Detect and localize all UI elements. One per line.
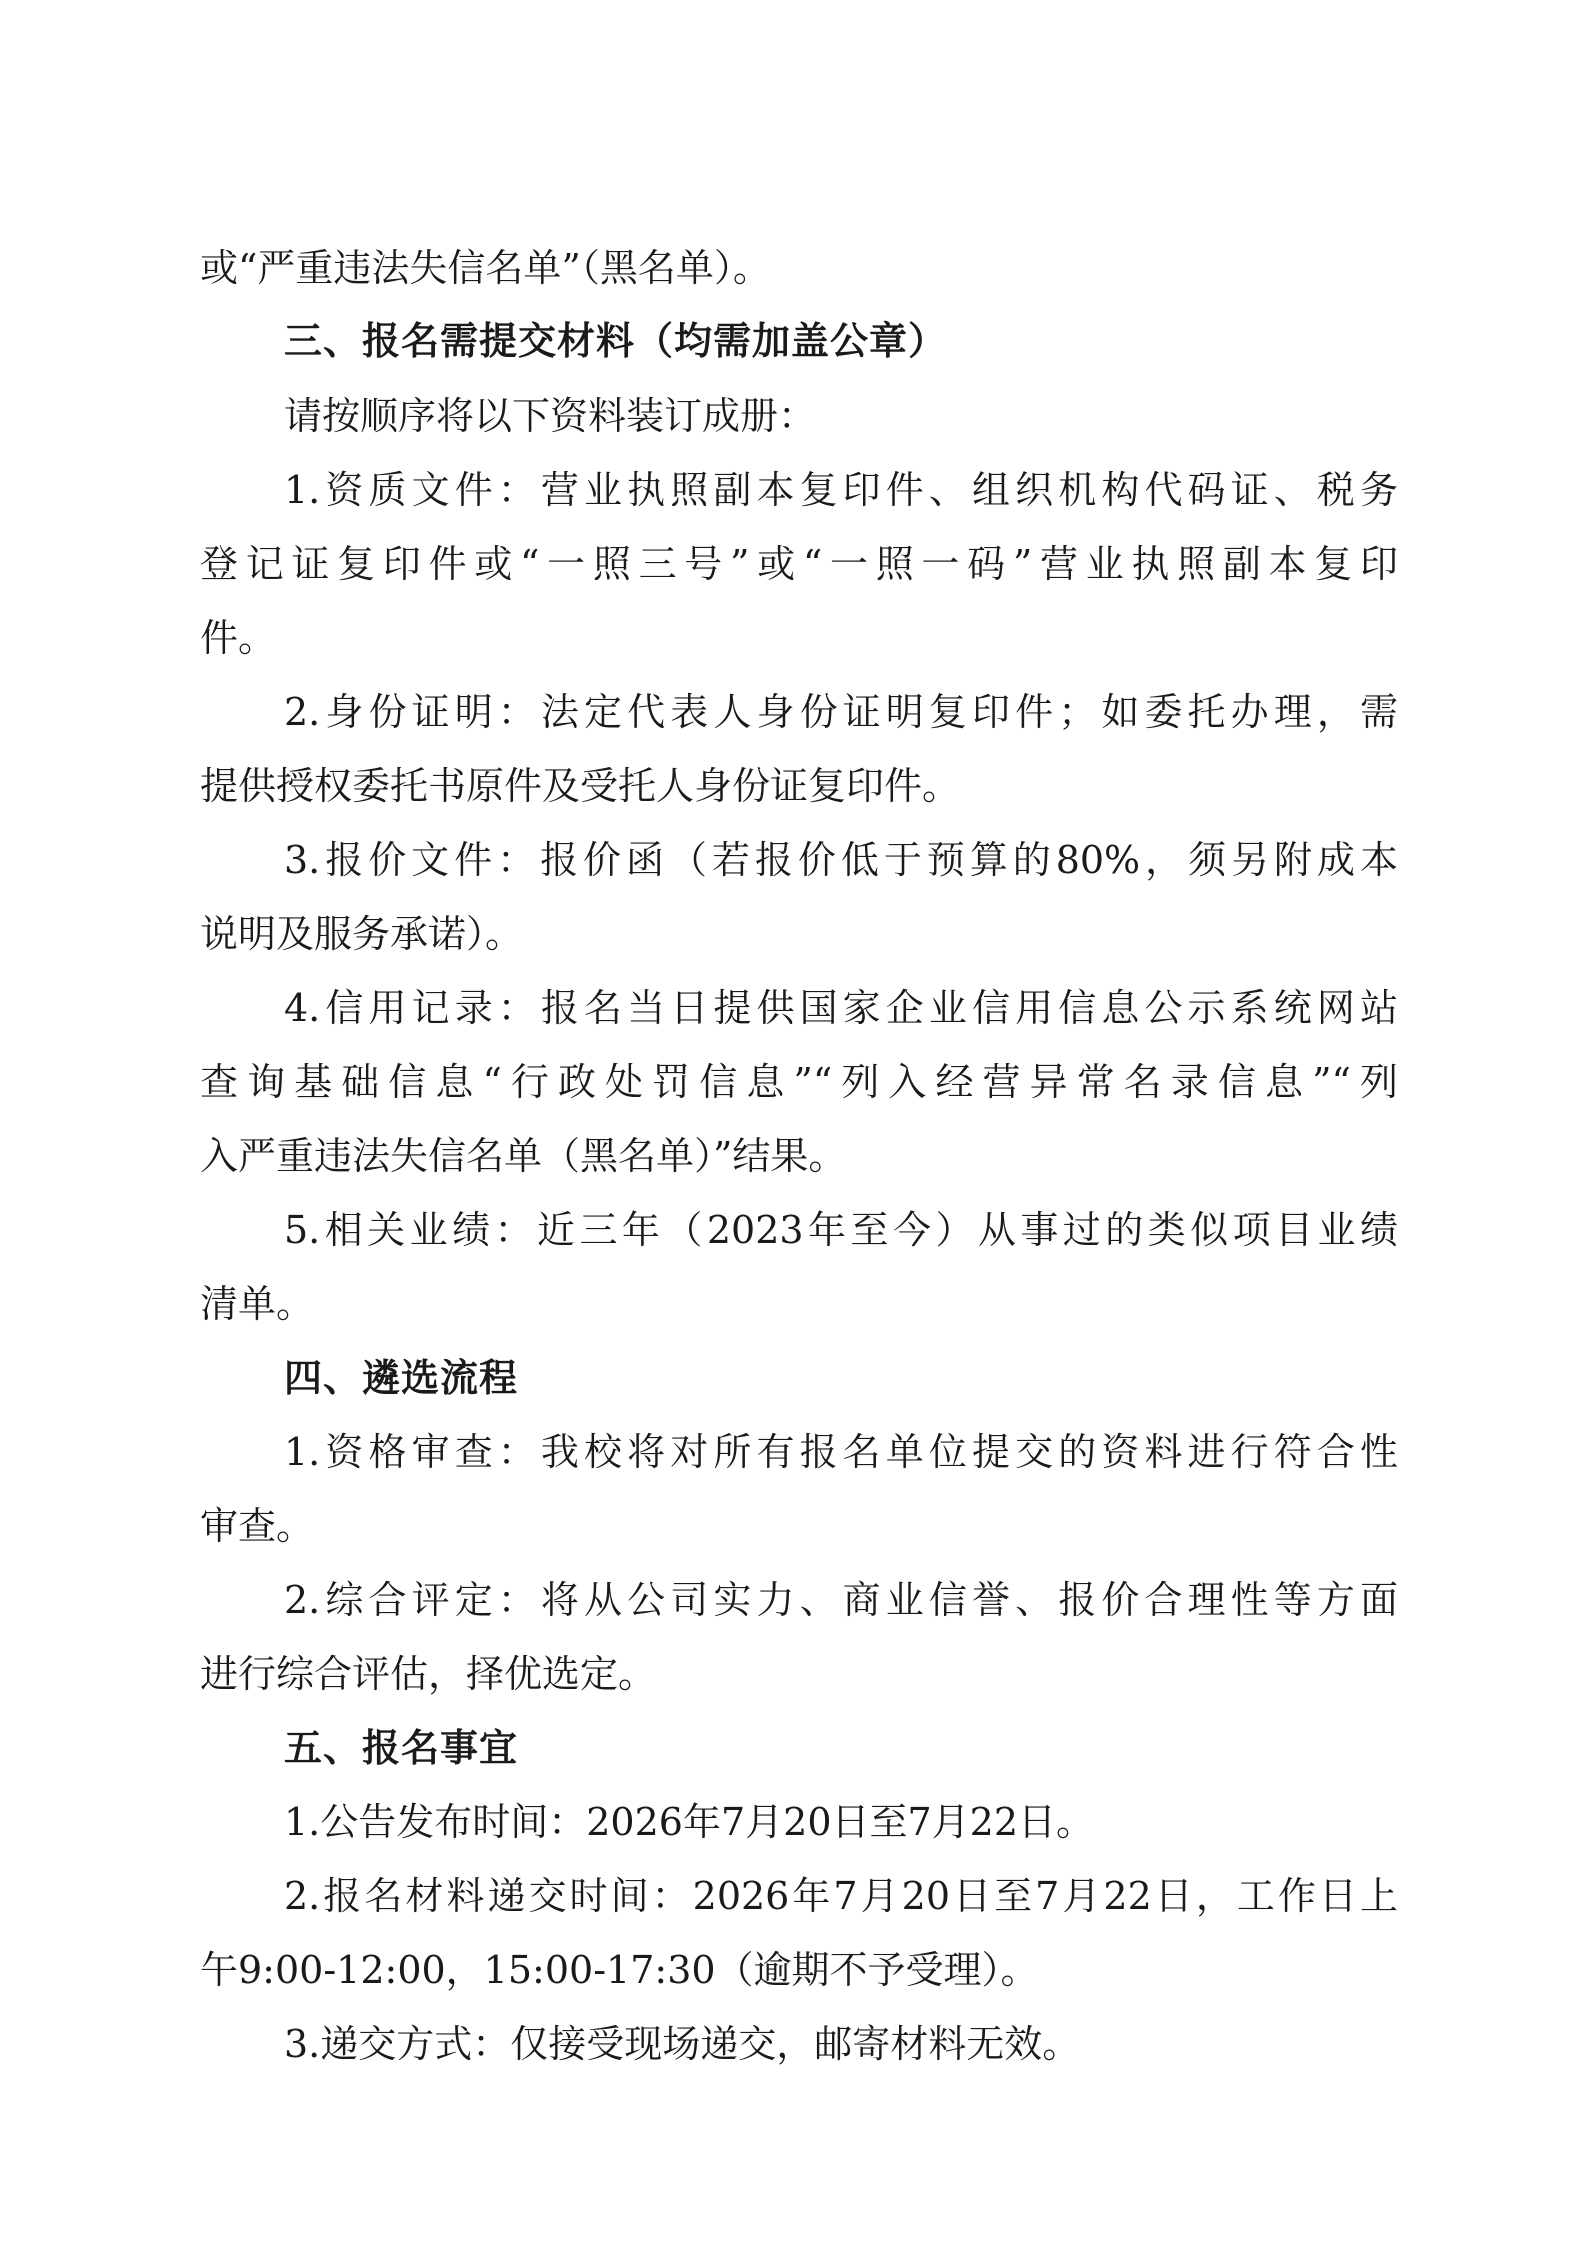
paragraph-line: 说明及服务承诺）。 <box>200 912 524 956</box>
list-item-submission-method: 3.递交方式：仅接受现场递交，邮寄材料无效。 <box>284 2022 1081 2066</box>
section-heading-selection: 四、遴选流程 <box>284 1356 519 1400</box>
paragraph-line: 进行综合评估，择优选定。 <box>200 1652 657 1696</box>
paragraph-line: 午9:00-12:00，15:00-17:30（逾期不予受理）。 <box>200 1948 1039 1992</box>
paragraph-line: 或“严重违法失信名单”（黑名单）。 <box>200 246 771 290</box>
paragraph-line: 请按顺序将以下资料装订成册： <box>284 394 817 438</box>
list-item-publish-time: 1.公告发布时间：2026年7月20日至7月22日。 <box>284 1800 1095 1844</box>
paragraph-line: 查询基础信息“行政处罚信息”“列入经营异常名录信息”“列 <box>200 1060 1398 1104</box>
list-item-review: 1.资格审查：我校将对所有报名单位提交的资料进行符合性 <box>284 1430 1398 1474</box>
section-heading-registration: 五、报名事宜 <box>284 1726 519 1770</box>
section-heading-materials: 三、报名需提交材料（均需加盖公章） <box>284 319 948 363</box>
paragraph-line: 提供授权委托书原件及受托人身份证复印件。 <box>200 764 961 808</box>
paragraph-line: 清单。 <box>200 1282 315 1326</box>
paragraph-line: 入严重违法失信名单（黑名单）”结果。 <box>200 1134 847 1178</box>
paragraph-line: 审查。 <box>200 1504 315 1548</box>
list-item-submission-time: 2.报名材料递交时间：2026年7月20日至7月22日，工作日上 <box>284 1874 1398 1918</box>
list-item-qualification: 1.资质文件：营业执照副本复印件、组织机构代码证、税务 <box>284 468 1398 512</box>
paragraph-line: 登记证复印件或“一照三号”或“一照一码”营业执照副本复印 <box>200 542 1398 586</box>
list-item-quotation: 3.报价文件：报价函（若报价低于预算的80%，须另附成本 <box>284 838 1398 882</box>
paragraph-line: 件。 <box>200 616 277 660</box>
list-item-identity: 2.身份证明：法定代表人身份证明复印件；如委托办理，需 <box>284 690 1398 734</box>
list-item-evaluation: 2.综合评定：将从公司实力、商业信誉、报价合理性等方面 <box>284 1578 1398 1622</box>
list-item-performance: 5.相关业绩：近三年（2023年至今）从事过的类似项目业绩 <box>284 1208 1398 1252</box>
list-item-credit: 4.信用记录：报名当日提供国家企业信用信息公示系统网站 <box>284 986 1398 1030</box>
